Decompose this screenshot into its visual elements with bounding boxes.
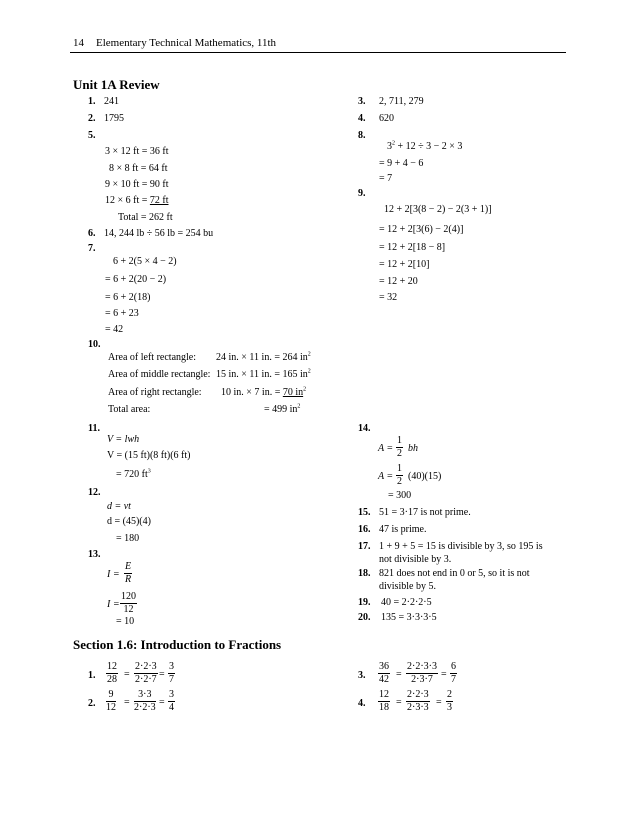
f2-number: 2. bbox=[88, 698, 96, 709]
q15-answer: 51 = 3·17 is not prime. bbox=[379, 507, 471, 518]
section-title: Section 1.6: Introduction to Fractions bbox=[73, 637, 282, 652]
f3-fraction-a: $\frac{36}{42}$ bbox=[379, 661, 389, 685]
f2-equals-2: = bbox=[159, 697, 165, 708]
q7-line-3: = 6 + 2(18) bbox=[105, 292, 151, 303]
q7-line-4: = 6 + 23 bbox=[105, 308, 139, 319]
q13-fraction-1: $\frac{E}{R}$ bbox=[125, 561, 132, 585]
q8-line-2: = 9 + 4 − 6 bbox=[379, 158, 424, 169]
f3-equals-1: = bbox=[396, 669, 402, 680]
q13-line-3: = 10 bbox=[116, 616, 135, 627]
f1-equals-1: = bbox=[124, 669, 130, 680]
q14-fraction-2: $\frac{1}{2}$ bbox=[397, 463, 402, 487]
f4-fraction-c: $\frac{2}{3}$ bbox=[447, 689, 452, 713]
q12-number: 12. bbox=[88, 487, 101, 498]
header-rule bbox=[70, 52, 566, 53]
q9-line-1: 12 + 2[3(8 − 2) − 2(3 + 1)] bbox=[384, 204, 492, 215]
q18-answer-line-1: 821 does not end in 0 or 5, so it is not bbox=[379, 568, 530, 579]
f1-fraction-a: $\frac{12}{28}$ bbox=[107, 661, 117, 685]
q11-line-3: = 720 $ft^3$ bbox=[116, 468, 151, 480]
q8-number: 8. bbox=[358, 130, 366, 141]
q20-answer: 135 = 3·3·3·5 bbox=[381, 612, 437, 623]
q15-number: 15. bbox=[358, 507, 371, 518]
q5-line-2: 8 × 8 ft = 64 ft bbox=[109, 163, 168, 174]
q14-number: 14. bbox=[358, 423, 371, 434]
q9-line-6: = 32 bbox=[379, 292, 398, 303]
q13-number: 13. bbox=[88, 549, 101, 560]
q6-answer: 14, 244 lb ÷ 56 lb = 254 bu bbox=[104, 228, 214, 239]
f3-fraction-c: $\frac{6}{7}$ bbox=[451, 661, 456, 685]
running-header-title: Elementary Technical Mathematics, 11th bbox=[96, 37, 277, 49]
q5-number: 5. bbox=[88, 130, 96, 141]
q12-line-1: d = vt bbox=[107, 501, 131, 512]
q10-row-1-label: Area of left rectangle: bbox=[108, 352, 197, 363]
q10-row-1-calc: 24 in. × 11 in. = 264 $in^2$ bbox=[216, 351, 311, 363]
q7-line-5: = 42 bbox=[105, 324, 124, 335]
unit-title: Unit 1A Review bbox=[73, 77, 160, 92]
f1-fraction-b: $\frac{2\cdot 2\cdot 3}{2\cdot 2\cdot 7}$ bbox=[135, 661, 157, 685]
f4-equals-1: = bbox=[396, 697, 402, 708]
f2-fraction-b: $\frac{3\cdot 3}{2\cdot 2\cdot 3}$ bbox=[134, 689, 156, 713]
f1-number: 1. bbox=[88, 670, 96, 681]
q4-answer: 620 bbox=[379, 113, 394, 124]
f3-fraction-b: $\frac{2\cdot 2\cdot 3\cdot 3}{2\cdot 3\cdot 7}$ bbox=[407, 661, 437, 685]
q9-line-4: = 12 + 2[10] bbox=[379, 259, 430, 270]
q10-row-3-calc: 10 in. × 7 in. = 70 $in^2$ bbox=[221, 386, 307, 398]
q3-number: 3. bbox=[358, 96, 366, 107]
q2-number: 2. bbox=[88, 113, 96, 124]
f4-fraction-b: $\frac{2\cdot 2\cdot 3}{2\cdot 3\cdot 3}$ bbox=[407, 689, 429, 713]
q11-number: 11. bbox=[88, 423, 100, 434]
q19-answer: 40 = 2·2·2·5 bbox=[381, 597, 432, 608]
f4-number: 4. bbox=[358, 698, 366, 709]
q5-total: Total = 262 ft bbox=[118, 212, 173, 223]
f4-fraction-a: $\frac{12}{18}$ bbox=[379, 689, 389, 713]
q18-answer-line-2: divisible by 5. bbox=[379, 581, 436, 592]
q1-number: 1. bbox=[88, 96, 96, 107]
q7-line-1: 6 + 2(5 × 4 − 2) bbox=[113, 256, 177, 267]
q17-answer-line-2: not divisible by 3. bbox=[379, 554, 452, 565]
q8-line-3: = 7 bbox=[379, 173, 393, 184]
q18-number: 18. bbox=[358, 568, 371, 579]
q5-line-1: 3 × 12 ft = 36 ft bbox=[105, 146, 169, 157]
q17-answer-line-1: 1 + 9 + 5 = 15 is divisible by 3, so 195 is bbox=[379, 541, 543, 552]
q13-fraction-2: $\frac{120}{12}$ bbox=[121, 591, 136, 615]
q14-line-1-rhs: bh bbox=[408, 443, 418, 454]
f3-equals-2: = bbox=[441, 669, 447, 680]
q16-answer: 47 is prime. bbox=[379, 524, 427, 535]
q14-line-2-rhs: (40)(15) bbox=[408, 471, 442, 482]
q10-number: 10. bbox=[88, 339, 101, 350]
f2-fraction-a: $\frac{9}{12}$ bbox=[106, 689, 116, 713]
q5-line-4: 12 × 6 ft = 72 ft bbox=[105, 195, 169, 206]
q14-line-2-lhs: A = bbox=[378, 471, 394, 482]
q6-number: 6. bbox=[88, 228, 96, 239]
q13-line-2-lhs: I = bbox=[107, 599, 120, 610]
q9-line-2: = 12 + 2[3(6) − 2(4)] bbox=[379, 224, 464, 235]
q9-line-5: = 12 + 20 bbox=[379, 276, 418, 287]
q12-line-3: = 180 bbox=[116, 533, 140, 544]
q10-total-label: Total area: bbox=[108, 404, 151, 415]
q10-row-2-calc: 15 in. × 11 in. = 165 $in^2$ bbox=[216, 368, 311, 380]
q14-line-3: = 300 bbox=[388, 490, 412, 501]
f1-fraction-c: $\frac{3}{7}$ bbox=[169, 661, 174, 685]
q11-line-1: V = lwh bbox=[107, 434, 140, 445]
q14-line-1-lhs: A = bbox=[378, 443, 394, 454]
q3-answer: 2, 711, 279 bbox=[379, 96, 424, 107]
q4-number: 4. bbox=[358, 113, 366, 124]
q8-line-1: $3^2 + 12 \div 3 - 2 \times 3$ bbox=[387, 140, 463, 152]
f3-number: 3. bbox=[358, 670, 366, 681]
f2-equals-1: = bbox=[124, 697, 130, 708]
q20-number: 20. bbox=[358, 612, 371, 623]
q13-line-1-lhs: I = bbox=[107, 569, 120, 580]
q9-number: 9. bbox=[358, 188, 366, 199]
q10-total-calc: = 499 $in^2$ bbox=[264, 403, 301, 415]
f4-equals-2: = bbox=[436, 697, 442, 708]
q7-number: 7. bbox=[88, 243, 96, 254]
q2-answer: 1795 bbox=[104, 113, 124, 124]
f2-fraction-c: $\frac{3}{4}$ bbox=[169, 689, 174, 713]
q17-number: 17. bbox=[358, 541, 371, 552]
q19-number: 19. bbox=[358, 597, 371, 608]
q7-line-2: = 6 + 2(20 − 2) bbox=[105, 274, 167, 285]
q10-row-3-label: Area of right rectangle: bbox=[108, 387, 202, 398]
q9-line-3: = 12 + 2[18 − 8] bbox=[379, 242, 446, 253]
q5-line-3: 9 × 10 ft = 90 ft bbox=[105, 179, 169, 190]
f1-equals-2: = bbox=[159, 669, 165, 680]
page-number: 14 bbox=[73, 37, 84, 49]
q12-line-2: d = (45)(4) bbox=[107, 516, 151, 527]
q10-row-2-label: Area of middle rectangle: bbox=[108, 369, 211, 380]
q14-fraction-1: $\frac{1}{2}$ bbox=[397, 435, 402, 459]
q1-answer: 241 bbox=[104, 96, 119, 107]
q11-line-2: V = (15 ft)(8 ft)(6 ft) bbox=[107, 450, 191, 461]
q16-number: 16. bbox=[358, 524, 371, 535]
